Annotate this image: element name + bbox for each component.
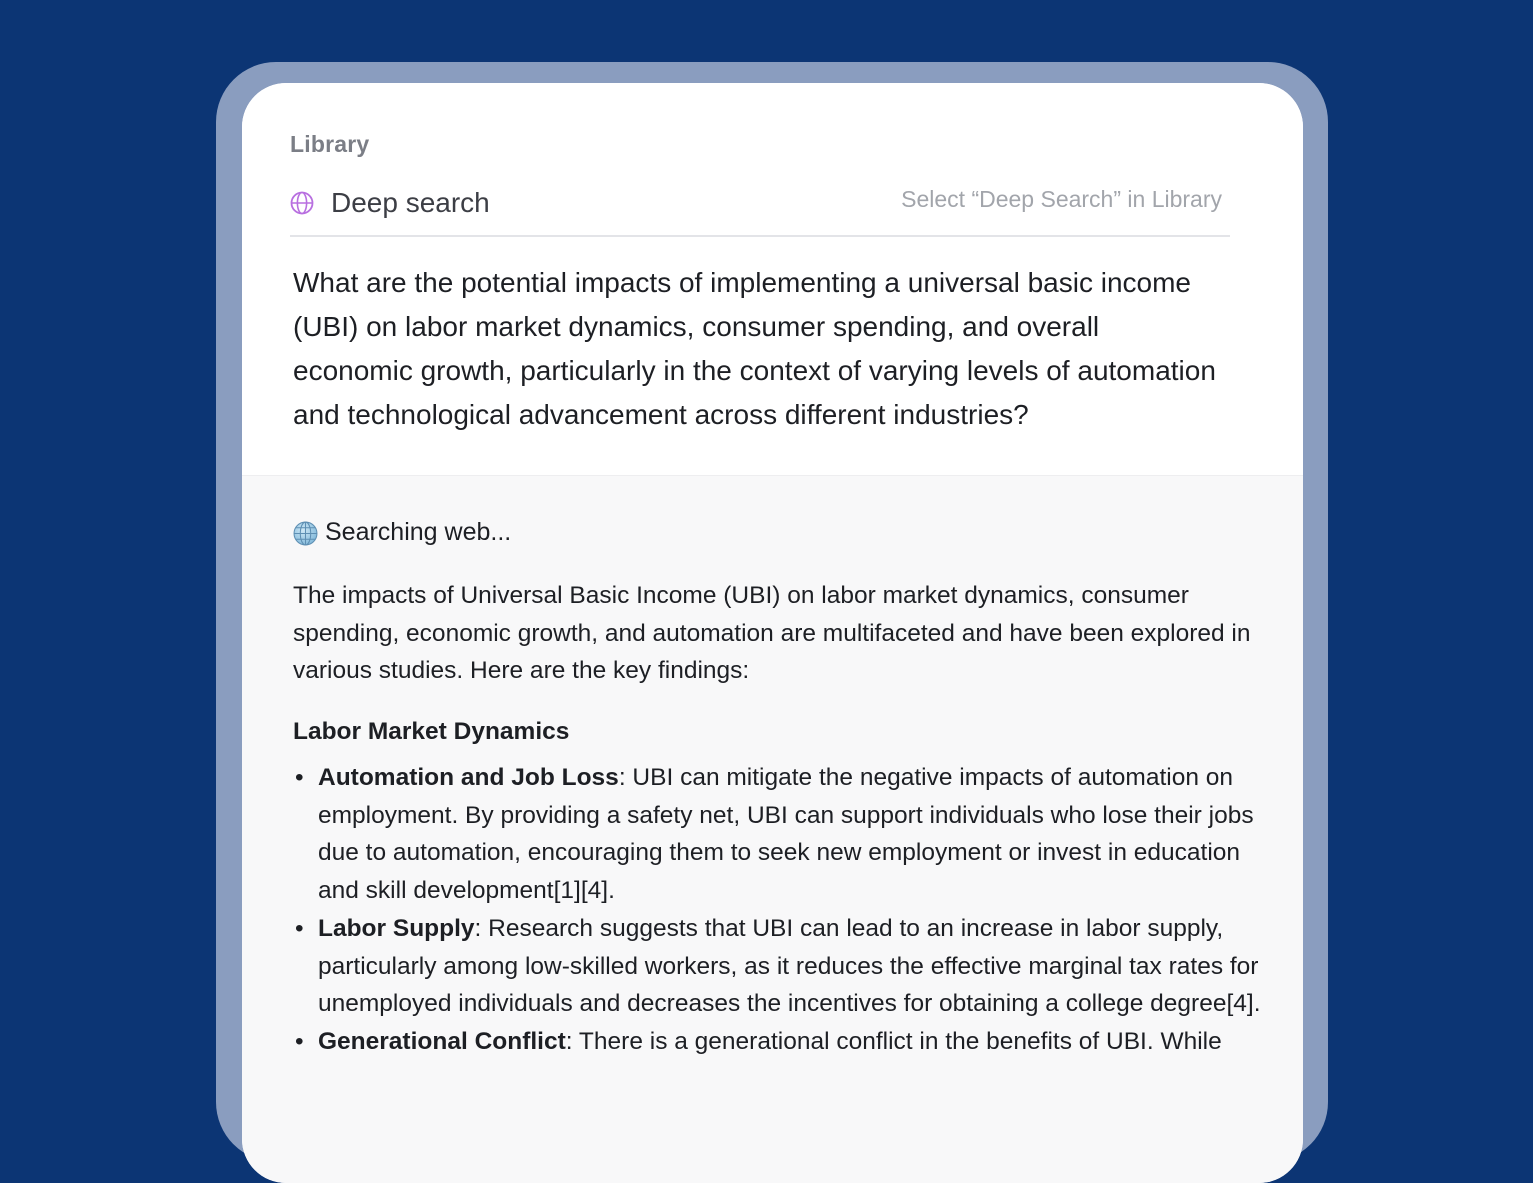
- query-panel: [242, 83, 1303, 475]
- list-item-title: Automation and Job Loss: [318, 764, 619, 791]
- chat-card: [242, 83, 1303, 1183]
- list-item-text: : UBI can mitigate the negative impacts of automation on employment. By providing a safety net, UBI can support individuals who lose their jobs due to automation, encouraging them to seek new employment or invest in education and skill development[1][4].: [318, 764, 1254, 905]
- answer-panel: [242, 475, 1303, 1183]
- globe-icon: [290, 191, 314, 215]
- deep-search-label: Deep search: [331, 187, 490, 218]
- hint-text: Select “Deep Search” in Library: [901, 186, 1222, 212]
- list-item-title: Labor Supply: [318, 914, 475, 942]
- list-item-text: : Research suggests that UBI can lead to an increase in labor supply, particularly among low-skilled workers, as it reduces the effective marginal tax rates for unemployed individuals and decreases the incentives for obtaining a college degree[4].: [318, 914, 1261, 1018]
- status-text: Searching web...: [325, 518, 512, 546]
- list-item-title: Generational Conflict: [318, 1027, 566, 1055]
- answer-intro: The impacts of Universal Basic Income (UBI) on labor market dynamics, consumer spending, economic growth, and automation are multifaceted and have been explored in various studies. Here are the key findings:: [293, 582, 1251, 685]
- globe-emoji-icon: [293, 521, 318, 546]
- findings-list: [293, 759, 1268, 1061]
- list-item: [293, 910, 1268, 1023]
- deep-search-selector[interactable]: [290, 183, 1230, 237]
- list-item: [293, 1023, 1268, 1061]
- user-question: What are the potential impacts of implementing a universal basic income (UBI) on labor market dynamics, consumer spending, and overall economic growth, particularly in the context of varying levels of automation and technological advancement across different industries?: [293, 267, 1216, 430]
- library-label: Library: [290, 131, 370, 157]
- list-item-text: : There is a generational conflict in the benefits of UBI. While: [565, 1027, 1222, 1055]
- list-item: [293, 759, 1268, 910]
- section-heading: Labor Market Dynamics: [293, 718, 570, 745]
